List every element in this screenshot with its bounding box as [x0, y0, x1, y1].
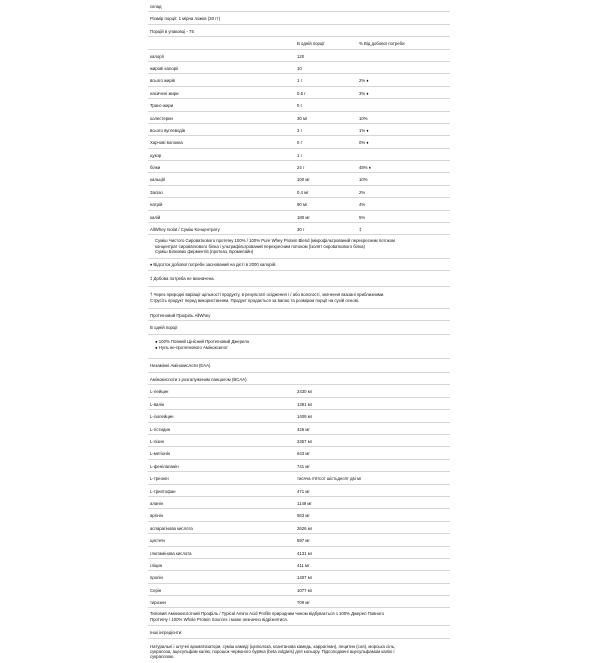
- ingredients-title: Інші інгредієнти:: [150, 630, 183, 636]
- amino-row: [148, 385, 450, 397]
- nutrition-row: [148, 99, 450, 111]
- nutrient-amount: 0 г: [297, 103, 303, 109]
- amino-amount: 2626 мг: [297, 525, 313, 531]
- amino-name: аспарагінова кислота: [150, 525, 193, 531]
- amino-row: [148, 398, 450, 410]
- amino-row: [148, 423, 450, 435]
- amino-row: [148, 571, 450, 583]
- composition-label: склад: [150, 4, 162, 9]
- amino-row: [148, 559, 450, 571]
- amino-amount: тисяча п'ятсот шістьдесят дві мг: [297, 476, 362, 482]
- amino-row: [148, 584, 450, 596]
- daily-note-text: ‡ Добова потреба не визначена.: [150, 275, 215, 281]
- amino-name: L-фенілаланін: [150, 463, 179, 469]
- nutrient-amount: 30 г: [297, 227, 305, 233]
- amino-name: аргінін: [150, 513, 164, 519]
- nutrient-dv: 10%: [359, 177, 368, 183]
- profile-item: ● Нуль не-протеїнового Аміноксилот: [155, 344, 228, 350]
- ingredients-list: [148, 639, 450, 663]
- typical-line: Типовий Амінокислотний Профіль / Typical Amino Acid Profile природним чином відбувається з 100% Джерел Повного: [150, 611, 385, 617]
- nutrient-name: білки: [150, 165, 161, 171]
- amino-amount: 709 мг: [297, 600, 310, 606]
- nutrition-document: [148, 0, 450, 663]
- nutrient-amount: 10: [297, 65, 302, 71]
- nutrient-amount: 180 мг: [297, 214, 310, 220]
- profile-item: ● 100% Повний Цінісний Протеїновий Джерело: [155, 339, 250, 345]
- serving-size-label: Розмір порції: 1 мірна ложка (30 гт): [150, 16, 221, 22]
- blend-line: Суміш Чистого Сироваткового протеїну 100% / 100% Pure Whey Protein Blend (мікрофільтрований перехресним потоком: [155, 238, 395, 244]
- nutrient-dv: 48% ♦: [359, 165, 371, 171]
- amino-amount: 1409 мг: [297, 414, 313, 420]
- amino-amount: 643 мг: [297, 451, 310, 457]
- eaa-title: Незамінні Амінокислоти (EAA): [150, 363, 211, 369]
- amino-amount: 1149 мг: [297, 500, 312, 506]
- blend-description: [148, 235, 450, 258]
- nutrient-name: AllWhey Isolat / Суміш Концентрату: [150, 227, 220, 233]
- amino-name: L-треонін: [150, 476, 169, 482]
- nutrient-amount: 0.4 мг: [297, 189, 309, 195]
- nutrient-dv: 5%: [359, 214, 366, 220]
- ingredients-title-row: [148, 626, 450, 638]
- nutrient-name: всього вуглеводів: [150, 127, 186, 133]
- nutrition-row: [148, 161, 450, 173]
- amino-name: L-лейцин: [150, 389, 169, 395]
- amino-row: [148, 547, 450, 559]
- nutrient-name: цукор: [150, 152, 162, 158]
- profile-list: [148, 335, 450, 359]
- nutrient-dv: 1% ♦: [359, 127, 369, 133]
- amino-amount: 1407 мг: [297, 575, 313, 581]
- variation-line: † Через природні варіації щільності продукту, в результаті осідження і / або вологості, значення вказані приблизними.: [150, 292, 385, 298]
- amino-name: тирозин: [150, 600, 166, 606]
- nutrient-dv: 0% ♦: [359, 140, 369, 146]
- nutrient-amount: 0 г: [297, 140, 303, 146]
- amino-row: [148, 410, 450, 422]
- dv-note-text: ♦ Відсоток добової потреби заснований на дієті в 2000 калорій.: [150, 261, 277, 267]
- variation-line: Струсіть продукт перед використанням. Продукт продається за вагою та розміром порції на сухій основі.: [150, 297, 360, 303]
- amino-name: L-гістидин: [150, 426, 171, 432]
- nutrient-dv: 4%: [359, 202, 366, 208]
- nutrient-amount: 24 г: [297, 165, 305, 171]
- eaa-title-row: [148, 359, 450, 373]
- nutrient-name: жирові калорії: [150, 65, 179, 71]
- amino-amount: 1077 мг: [297, 587, 313, 593]
- amino-row: [148, 596, 450, 608]
- daily-value-header: % Від добової потреби: [359, 41, 405, 47]
- nutrition-row: [148, 87, 450, 99]
- amino-amount: 426 мг: [297, 426, 310, 432]
- nutrition-row: [148, 186, 450, 198]
- nutrient-name: всього жирів: [150, 78, 175, 84]
- nutrient-dv: 2% ♦: [359, 78, 369, 84]
- nutrient-amount: 3 г: [297, 127, 303, 133]
- nutrient-amount: 90 мг: [297, 202, 308, 208]
- amino-name: гліцин: [150, 562, 163, 568]
- amino-name: глютамінова кислота: [150, 550, 192, 556]
- amino-name: пролін: [150, 575, 163, 581]
- nutrition-header-row: [148, 37, 450, 49]
- ingredients-line: сукралозою.: [150, 654, 175, 660]
- ingredients-line: Натуральні і штучні ароматизатори, суміш камеді (целюлоза, ксантанова камедь, каррагінан), лецитин (соя), морська сіль,: [150, 643, 396, 649]
- amino-amount: 1391 мг: [297, 401, 313, 407]
- amino-row: [148, 522, 450, 534]
- undefined-daily-note: [148, 271, 450, 287]
- amino-row: [148, 485, 450, 497]
- amino-amount: 2430 мг: [297, 389, 313, 395]
- amino-name: Серін: [150, 587, 162, 593]
- nutrition-row: [148, 74, 450, 86]
- nutrient-name: калій: [150, 214, 161, 220]
- nutrient-amount: 120: [297, 53, 305, 59]
- nutrient-name: кальцій: [150, 177, 165, 183]
- nutrient-name: калорії: [150, 53, 164, 59]
- daily-value-note: [148, 259, 450, 271]
- amino-name: аланін: [150, 500, 163, 506]
- nutrient-name: насичені жири: [150, 90, 179, 96]
- amino-name: цистеїн: [150, 538, 165, 544]
- nutrient-amount: 0.5 г: [297, 90, 306, 96]
- bcaa-row: [148, 373, 450, 385]
- servings-label: Порцій в упаковці - 75: [150, 28, 194, 34]
- typical-profile-note: [148, 608, 450, 626]
- blend-line: концентрат сироваткового білка і ультрафільтрований перехресним потоком (ізолят сироваткового білка): [155, 243, 365, 249]
- ingredients-line: сукралоза, ацесульфам калію, порошок червоного буряка (beta vulgaris) для кольору. Підсолоджені ацесульфамом калію і: [150, 648, 395, 654]
- nutrient-dv: 10%: [359, 115, 368, 121]
- amino-name: L-валін: [150, 401, 165, 407]
- servings-row: [148, 25, 450, 37]
- nutrient-dv: 3% ♦: [359, 90, 369, 96]
- amino-row: [148, 435, 450, 447]
- amino-name: L-метіонін: [150, 451, 171, 457]
- nutrient-dv: 2%: [359, 189, 366, 195]
- nutrient-name: Залізо: [150, 189, 163, 195]
- amino-name: L-ізолейцин: [150, 414, 174, 420]
- amino-name: L-лізин: [150, 439, 165, 444]
- nutrition-row: [148, 149, 450, 161]
- nutrition-row: [148, 50, 450, 62]
- nutrient-name: Харчові волокна: [150, 140, 183, 146]
- nutrition-row: [148, 198, 450, 210]
- nutrition-row: [148, 124, 450, 136]
- nutrient-amount: 30 мг: [297, 115, 308, 121]
- profile-title-row: [148, 309, 450, 321]
- typical-line: Протеїну / 100% Whole Protein Sources і може незначно відрізнятися.: [150, 616, 288, 622]
- variation-note: [148, 287, 450, 309]
- amino-amount: 741 мг: [297, 463, 310, 469]
- composition-row: [148, 0, 450, 12]
- amino-amount: 411 мг: [297, 562, 310, 568]
- nutrient-name: натрій: [150, 202, 163, 208]
- blend-line: Суміш Білкових ферментів (протеаз, Бромелайн): [155, 249, 254, 255]
- per-serving-row: [148, 321, 450, 335]
- nutrient-name: холестерин: [150, 115, 173, 121]
- amino-name: L-триптофан: [150, 488, 176, 494]
- nutrient-amount: 1 г: [297, 78, 303, 84]
- nutrient-amount: 1 г: [297, 152, 303, 158]
- per-serving-label: В одній порції: [150, 325, 178, 331]
- amino-amount: 2357 мг: [297, 439, 313, 444]
- nutrition-row: [148, 211, 450, 223]
- amino-row: [148, 472, 450, 484]
- amino-amount: 563 мг: [297, 513, 310, 519]
- nutrition-row: [148, 62, 450, 74]
- nutrient-name: Транс-жири: [150, 103, 174, 109]
- amino-amount: 471 мг: [297, 488, 310, 494]
- nutrition-row: [148, 112, 450, 124]
- profile-title: Протеїновий Профіль AllWhey: [150, 312, 211, 318]
- amino-row: [148, 447, 450, 459]
- bcaa-label: Амінокислоти з розгалуженим ланцюгом (BCAA): [150, 377, 247, 383]
- amino-row: [148, 509, 450, 521]
- per-serving-header: В одній порції: [297, 41, 325, 47]
- nutrient-amount: 100 мг: [297, 177, 310, 183]
- amino-amount: 4131 мг: [297, 550, 313, 556]
- serving-size-row: [148, 12, 450, 24]
- nutrition-row: [148, 136, 450, 148]
- amino-amount: 597 мг: [297, 538, 310, 544]
- nutrient-dv: ‡: [359, 227, 362, 233]
- amino-row: [148, 497, 450, 509]
- amino-row: [148, 460, 450, 472]
- nutrition-row: [148, 173, 450, 185]
- amino-row: [148, 534, 450, 546]
- nutrition-row: [148, 223, 450, 235]
